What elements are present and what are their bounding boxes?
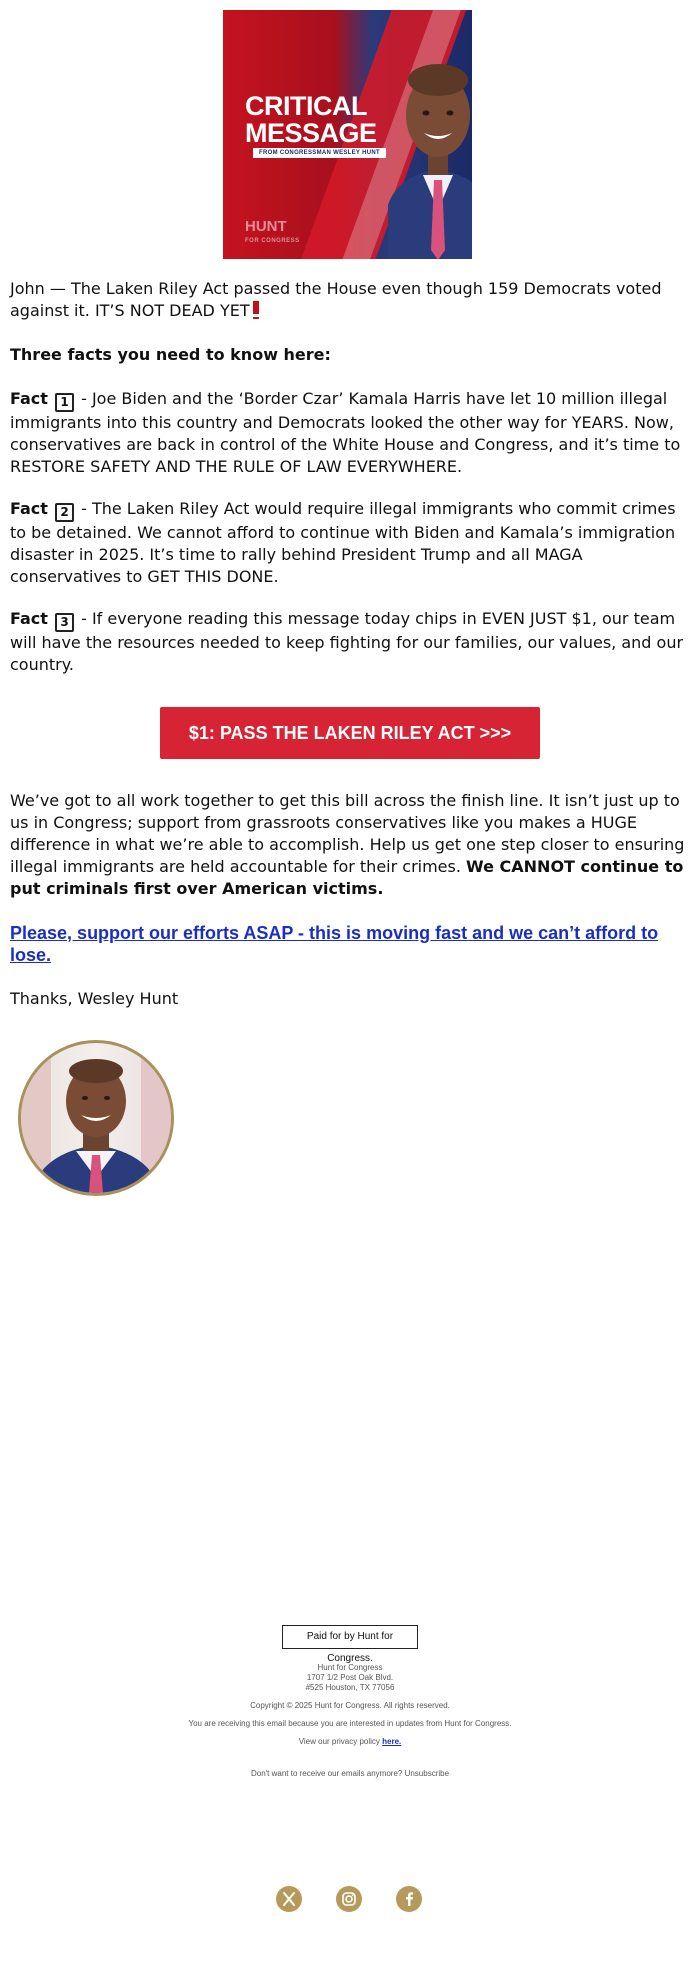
- keycap-3-icon: 3: [55, 613, 74, 632]
- footer-privacy: [0, 1737, 700, 1747]
- fact-text: - The Laken Riley Act would require illegal immigrants who commit crimes to be detained. We cannot afford to continue with Biden and Kamala’s immigration disaster in 2025. It’s time to rally behind President Trump and all MAGA conservatives to GET THIS DONE.: [10, 499, 676, 586]
- hunt-logo-main: HUNT: [245, 218, 287, 235]
- facebook-icon[interactable]: [396, 1886, 422, 1912]
- hero-title-line1: CRITICAL: [245, 91, 367, 121]
- fact-text: - Joe Biden and the ‘Border Czar’ Kamala Harris have let 10 million illegal immigrants into this country and Democrats looked the other way for YEARS. Now, conservatives are back in control of the White House and Congress, and it’s time to RESTORE SAFETY AND THE RULE OF LAW EVERYWHERE.: [10, 389, 681, 476]
- avatar: [18, 1040, 174, 1196]
- facts-heading: Three facts you need to know here:: [10, 345, 331, 364]
- footer-address-line1: 1707 1/2 Post Oak Blvd.: [306, 1673, 394, 1682]
- x-glyph: [276, 1886, 302, 1912]
- fact-2: [10, 498, 690, 588]
- footer-receiving-notice: You are receiving this email because you are interested in updates from Hunt for Congress.: [188, 1719, 512, 1728]
- keycap-2-icon: 2: [55, 503, 74, 522]
- fact-label: Fact: [10, 389, 48, 408]
- avatar-photo: [21, 1043, 171, 1193]
- fact-text: - If everyone reading this message today chips in EVEN JUST $1, our team will have the resources needed to keep fighting for our families, our values, and our country.: [10, 609, 684, 674]
- intro-text: John — The Laken Riley Act passed the House even though 159 Democrats voted against it. IT’S NOT DEAD YET: [10, 279, 662, 320]
- support-link[interactable]: Please, support our efforts ASAP - this is moving fast and we can’t afford to lose.: [10, 923, 659, 965]
- x-icon[interactable]: [276, 1886, 302, 1912]
- fact-label: Fact: [10, 499, 48, 518]
- keycap-1-icon: 1: [55, 393, 74, 412]
- hunt-logo: [245, 220, 300, 248]
- donate-cta-button[interactable]: $1: PASS THE LAKEN RILEY ACT >>>: [160, 707, 540, 759]
- signoff: Thanks, Wesley Hunt: [10, 989, 179, 1008]
- privacy-text: View our privacy policy: [298, 1737, 380, 1746]
- hero-banner: [223, 10, 472, 259]
- closing-paragraph: [10, 790, 690, 900]
- hunt-logo-sub: FOR CONGRESS: [245, 238, 300, 244]
- footer-address-line2: #525 Houston, TX 77056: [305, 1683, 395, 1692]
- unsubscribe-link[interactable]: Don't want to receive our emails anymore? Unsubscribe: [250, 1769, 450, 1778]
- intro-paragraph: [10, 278, 690, 322]
- hero-title: [245, 93, 377, 147]
- fact-1: [10, 388, 690, 478]
- fact-label: Fact: [10, 609, 48, 628]
- fact-3: [10, 608, 690, 676]
- footer-org: Hunt for Congress: [317, 1663, 383, 1672]
- closing-bold-text: We CANNOT continue to put criminals first over American victims.: [10, 857, 684, 898]
- facebook-glyph: [396, 1886, 422, 1912]
- exclamation-icon: [253, 301, 259, 319]
- footer-copyright: Copyright © 2025 Hunt for Congress. All rights reserved.: [250, 1701, 450, 1710]
- hero-subtitle: FROM CONGRESSMAN WESLEY HUNT: [253, 148, 386, 158]
- paid-for-disclaimer: Paid for by Hunt for Congress.: [282, 1625, 418, 1649]
- instagram-icon[interactable]: [336, 1886, 362, 1912]
- instagram-glyph: [336, 1886, 362, 1912]
- hero-title-line2: MESSAGE: [245, 118, 377, 148]
- privacy-policy-link[interactable]: here.: [382, 1737, 402, 1746]
- congressman-photo: [388, 35, 472, 259]
- closing-text: We’ve got to all work together to get this bill across the finish line. It isn’t just up to us in Congress; support from grassroots conservatives like you makes a HUGE difference in what we’re able to accomplish. Help us get one step closer to ensuring illegal immigrants are held accountable for their crimes.: [10, 791, 685, 876]
